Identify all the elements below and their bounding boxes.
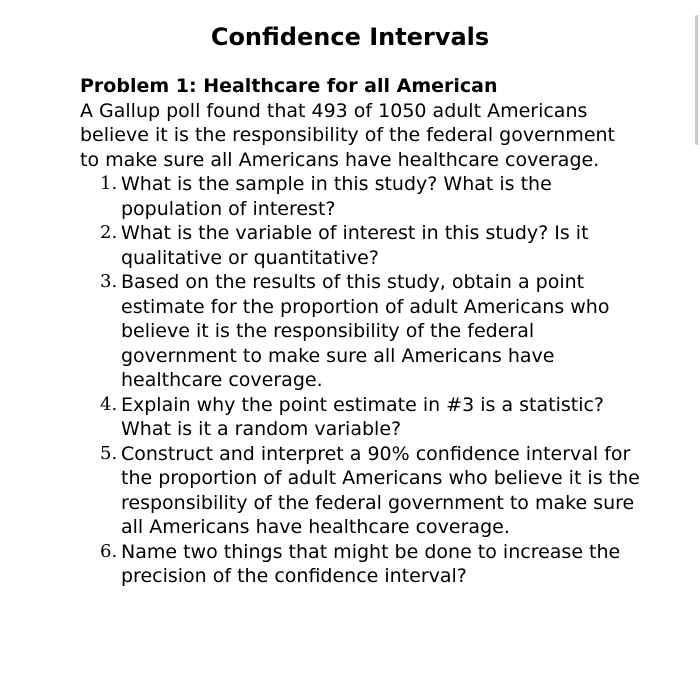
question-item-6 bbox=[80, 540, 640, 589]
question-item-4 bbox=[80, 393, 640, 442]
question-list bbox=[80, 172, 640, 589]
problem-intro: A Gallup poll found that 493 of 1050 adult Americans believe it is the responsibility of the federal government to make sure all Americans have healthcare coverage. bbox=[80, 99, 615, 171]
problem-section bbox=[80, 74, 640, 589]
scrollbar-thumb[interactable] bbox=[695, 15, 698, 145]
question-text: Explain why the point estimate in #3 is a statistic? What is it a random variable? bbox=[121, 393, 605, 440]
question-number: 6. bbox=[100, 540, 118, 562]
problem-title: Problem 1: Healthcare for all American bbox=[80, 75, 498, 97]
question-text: Based on the results of this study, obtain a point estimate for the proportion of adult Americans who believe it is the responsibility of the federal government to make sure all Americans have healthcare coverage. bbox=[121, 271, 610, 391]
question-number: 5. bbox=[100, 442, 118, 464]
question-number: 3. bbox=[100, 271, 118, 292]
question-item-1 bbox=[80, 172, 640, 221]
question-text: What is the variable of interest in this study? Is it qualitative or quantitative? bbox=[121, 222, 589, 269]
question-item-2 bbox=[80, 221, 640, 270]
page-title: Confidence Intervals bbox=[210, 23, 490, 51]
question-text: Construct and interpret a 90% confidence interval for the proportion of adult Americans who believe it is the responsibility of the federal government to make sure all Americans have healthcare coverage. bbox=[121, 442, 640, 538]
question-text: What is the sample in this study? What is the population of interest? bbox=[121, 173, 552, 220]
question-item-5 bbox=[80, 442, 640, 540]
question-item-3 bbox=[80, 270, 640, 393]
question-number: 4. bbox=[100, 393, 118, 415]
question-number: 1. bbox=[100, 173, 118, 194]
question-text: Name two things that might be done to increase the precision of the confidence interval? bbox=[121, 540, 621, 587]
question-number: 2. bbox=[100, 222, 118, 243]
